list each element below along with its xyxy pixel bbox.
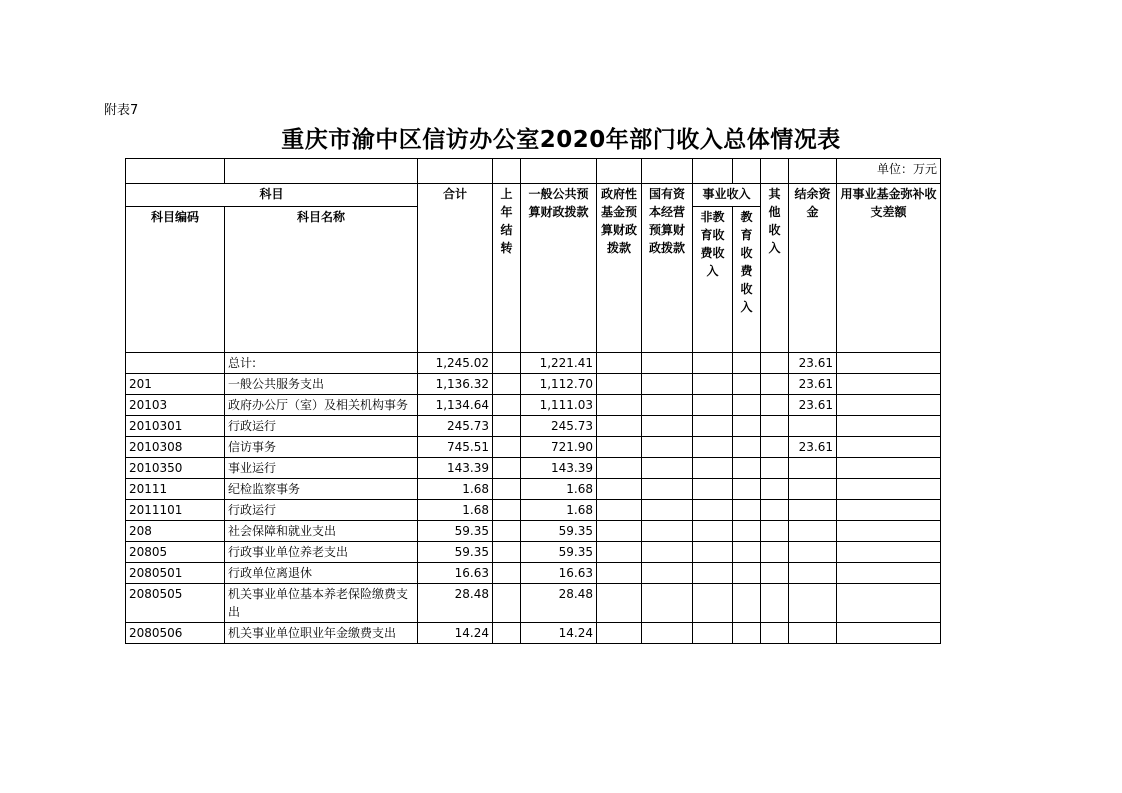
cell-offset xyxy=(837,542,941,563)
header-total: 合计 xyxy=(418,184,493,353)
subject-name: 行政运行 xyxy=(225,416,418,437)
cell-offset xyxy=(837,563,941,584)
cell-offset xyxy=(837,479,941,500)
cell-state-capital xyxy=(642,500,693,521)
cell-offset xyxy=(837,416,941,437)
cell-non-edu xyxy=(693,416,733,437)
cell-state-capital xyxy=(642,623,693,644)
cell-gov-fund xyxy=(597,437,642,458)
subject-name: 事业运行 xyxy=(225,458,418,479)
blank-cell xyxy=(126,159,225,184)
blank-cell xyxy=(521,159,597,184)
cell-carryover xyxy=(493,353,521,374)
header-fund-offset: 用事业基金弥补收支差额 xyxy=(837,184,941,353)
cell-total: 59.35 xyxy=(418,521,493,542)
cell-total: 1,134.64 xyxy=(418,395,493,416)
cell-total: 1,245.02 xyxy=(418,353,493,374)
blank-cell xyxy=(225,159,418,184)
table-row xyxy=(126,395,941,416)
cell-carryover xyxy=(493,374,521,395)
cell-surplus: 23.61 xyxy=(789,353,837,374)
subject-name: 机关事业单位职业年金缴费支出 xyxy=(225,623,418,644)
subject-name: 机关事业单位基本养老保险缴费支出 xyxy=(225,584,418,623)
cell-edu xyxy=(733,479,761,500)
subject-name: 一般公共服务支出 xyxy=(225,374,418,395)
page-title: 重庆市渝中区信访办公室2020年部门收入总体情况表 xyxy=(281,127,841,153)
cell-carryover xyxy=(493,458,521,479)
blank-cell xyxy=(789,159,837,184)
cell-gov-fund xyxy=(597,416,642,437)
subject-code: 2010350 xyxy=(126,458,225,479)
header-gov-fund: 政府性基金预算财政拨款 xyxy=(597,184,642,353)
cell-non-edu xyxy=(693,374,733,395)
cell-general: 14.24 xyxy=(521,623,597,644)
cell-gov-fund xyxy=(597,563,642,584)
cell-edu xyxy=(733,353,761,374)
cell-total: 1.68 xyxy=(418,479,493,500)
subject-name: 社会保障和就业支出 xyxy=(225,521,418,542)
subject-code xyxy=(126,353,225,374)
subject-name: 行政单位离退休 xyxy=(225,563,418,584)
cell-edu xyxy=(733,374,761,395)
cell-other xyxy=(761,584,789,623)
table-row xyxy=(126,353,941,374)
blank-cell xyxy=(642,159,693,184)
unit-label: 单位：万元 xyxy=(837,159,941,184)
cell-non-edu xyxy=(693,479,733,500)
subject-code: 20103 xyxy=(126,395,225,416)
table-row xyxy=(126,458,941,479)
cell-offset xyxy=(837,374,941,395)
cell-general: 59.35 xyxy=(521,521,597,542)
subject-code: 2080501 xyxy=(126,563,225,584)
cell-total: 245.73 xyxy=(418,416,493,437)
cell-state-capital xyxy=(642,542,693,563)
cell-offset xyxy=(837,500,941,521)
cell-gov-fund xyxy=(597,374,642,395)
table-row xyxy=(126,521,941,542)
subject-code: 2080505 xyxy=(126,584,225,623)
header-subject-code: 科目编码 xyxy=(126,207,225,353)
header-business-income: 事业收入 xyxy=(693,184,761,207)
cell-general: 1.68 xyxy=(521,479,597,500)
blank-cell xyxy=(597,159,642,184)
cell-edu xyxy=(733,500,761,521)
cell-general: 28.48 xyxy=(521,584,597,623)
cell-edu xyxy=(733,542,761,563)
cell-offset xyxy=(837,353,941,374)
cell-edu xyxy=(733,437,761,458)
table-row xyxy=(126,479,941,500)
cell-carryover xyxy=(493,479,521,500)
cell-other xyxy=(761,416,789,437)
cell-surplus xyxy=(789,500,837,521)
cell-surplus xyxy=(789,623,837,644)
cell-non-edu xyxy=(693,584,733,623)
cell-state-capital xyxy=(642,521,693,542)
blank-cell xyxy=(733,159,761,184)
cell-surplus xyxy=(789,521,837,542)
cell-offset xyxy=(837,395,941,416)
cell-non-edu xyxy=(693,563,733,584)
cell-general: 1,221.41 xyxy=(521,353,597,374)
header-prev-carryover: 上年结转 xyxy=(493,184,521,353)
cell-carryover xyxy=(493,416,521,437)
cell-total: 1,136.32 xyxy=(418,374,493,395)
cell-other xyxy=(761,623,789,644)
cell-total: 28.48 xyxy=(418,584,493,623)
income-table xyxy=(125,158,941,644)
cell-non-edu xyxy=(693,437,733,458)
cell-carryover xyxy=(493,500,521,521)
subject-code: 20111 xyxy=(126,479,225,500)
subject-code: 2010308 xyxy=(126,437,225,458)
cell-state-capital xyxy=(642,458,693,479)
cell-total: 1.68 xyxy=(418,500,493,521)
cell-total: 745.51 xyxy=(418,437,493,458)
subject-code: 20805 xyxy=(126,542,225,563)
cell-surplus xyxy=(789,563,837,584)
cell-edu xyxy=(733,584,761,623)
header-non-edu-fees: 非教育收费收入 xyxy=(693,207,733,353)
cell-other xyxy=(761,521,789,542)
cell-gov-fund xyxy=(597,353,642,374)
cell-other xyxy=(761,395,789,416)
cell-general: 1,112.70 xyxy=(521,374,597,395)
table-row xyxy=(126,437,941,458)
blank-cell xyxy=(418,159,493,184)
cell-non-edu xyxy=(693,458,733,479)
cell-general: 16.63 xyxy=(521,563,597,584)
table-row xyxy=(126,584,941,623)
cell-state-capital xyxy=(642,353,693,374)
cell-edu xyxy=(733,563,761,584)
cell-other xyxy=(761,563,789,584)
subject-code: 208 xyxy=(126,521,225,542)
cell-surplus xyxy=(789,584,837,623)
cell-total: 143.39 xyxy=(418,458,493,479)
subject-name: 政府办公厅（室）及相关机构事务 xyxy=(225,395,418,416)
cell-state-capital xyxy=(642,563,693,584)
cell-surplus: 23.61 xyxy=(789,395,837,416)
annex-label: 附表7 xyxy=(104,103,139,118)
cell-carryover xyxy=(493,623,521,644)
subject-name: 纪检监察事务 xyxy=(225,479,418,500)
cell-surplus xyxy=(789,416,837,437)
header-surplus: 结余资金 xyxy=(789,184,837,353)
cell-other xyxy=(761,458,789,479)
cell-state-capital xyxy=(642,374,693,395)
cell-gov-fund xyxy=(597,479,642,500)
header-state-capital: 国有资本经营预算财政拨款 xyxy=(642,184,693,353)
cell-general: 1,111.03 xyxy=(521,395,597,416)
blank-cell xyxy=(693,159,733,184)
header-subject: 科目 xyxy=(126,184,418,207)
cell-non-edu xyxy=(693,623,733,644)
cell-edu xyxy=(733,623,761,644)
blank-cell xyxy=(761,159,789,184)
cell-non-edu xyxy=(693,542,733,563)
cell-gov-fund xyxy=(597,458,642,479)
cell-carryover xyxy=(493,542,521,563)
subject-code: 2011101 xyxy=(126,500,225,521)
cell-carryover xyxy=(493,437,521,458)
cell-offset xyxy=(837,521,941,542)
cell-offset xyxy=(837,437,941,458)
cell-gov-fund xyxy=(597,542,642,563)
cell-non-edu xyxy=(693,521,733,542)
cell-non-edu xyxy=(693,500,733,521)
cell-offset xyxy=(837,623,941,644)
cell-non-edu xyxy=(693,353,733,374)
cell-total: 16.63 xyxy=(418,563,493,584)
cell-edu xyxy=(733,521,761,542)
cell-surplus xyxy=(789,479,837,500)
cell-general: 245.73 xyxy=(521,416,597,437)
table-row xyxy=(126,500,941,521)
header-other-income: 其他收入 xyxy=(761,184,789,353)
cell-offset xyxy=(837,584,941,623)
cell-general: 59.35 xyxy=(521,542,597,563)
cell-non-edu xyxy=(693,395,733,416)
subject-name: 行政运行 xyxy=(225,500,418,521)
cell-gov-fund xyxy=(597,584,642,623)
table-row xyxy=(126,416,941,437)
cell-edu xyxy=(733,416,761,437)
header-general-budget: 一般公共预算财政拨款 xyxy=(521,184,597,353)
cell-surplus: 23.61 xyxy=(789,437,837,458)
cell-total: 59.35 xyxy=(418,542,493,563)
cell-general: 143.39 xyxy=(521,458,597,479)
cell-other xyxy=(761,542,789,563)
table-row xyxy=(126,542,941,563)
cell-state-capital xyxy=(642,584,693,623)
cell-edu xyxy=(733,395,761,416)
cell-gov-fund xyxy=(597,521,642,542)
header-subject-name: 科目名称 xyxy=(225,207,418,353)
cell-general: 721.90 xyxy=(521,437,597,458)
table-row xyxy=(126,623,941,644)
cell-carryover xyxy=(493,521,521,542)
cell-state-capital xyxy=(642,437,693,458)
cell-gov-fund xyxy=(597,623,642,644)
table-row xyxy=(126,563,941,584)
cell-gov-fund xyxy=(597,395,642,416)
cell-carryover xyxy=(493,395,521,416)
blank-cell xyxy=(493,159,521,184)
header-edu-fees: 教育收费收入 xyxy=(733,207,761,353)
subject-code: 2010301 xyxy=(126,416,225,437)
subject-code: 2080506 xyxy=(126,623,225,644)
cell-other xyxy=(761,479,789,500)
cell-state-capital xyxy=(642,395,693,416)
cell-other xyxy=(761,500,789,521)
table-row xyxy=(126,374,941,395)
cell-general: 1.68 xyxy=(521,500,597,521)
cell-surplus xyxy=(789,458,837,479)
cell-surplus xyxy=(789,542,837,563)
cell-offset xyxy=(837,458,941,479)
cell-other xyxy=(761,437,789,458)
subject-name: 信访事务 xyxy=(225,437,418,458)
cell-edu xyxy=(733,458,761,479)
cell-total: 14.24 xyxy=(418,623,493,644)
cell-other xyxy=(761,374,789,395)
subject-name: 总计: xyxy=(225,353,418,374)
cell-state-capital xyxy=(642,479,693,500)
cell-surplus: 23.61 xyxy=(789,374,837,395)
cell-state-capital xyxy=(642,416,693,437)
subject-code: 201 xyxy=(126,374,225,395)
cell-carryover xyxy=(493,584,521,623)
cell-other xyxy=(761,353,789,374)
subject-name: 行政事业单位养老支出 xyxy=(225,542,418,563)
cell-gov-fund xyxy=(597,500,642,521)
cell-carryover xyxy=(493,563,521,584)
